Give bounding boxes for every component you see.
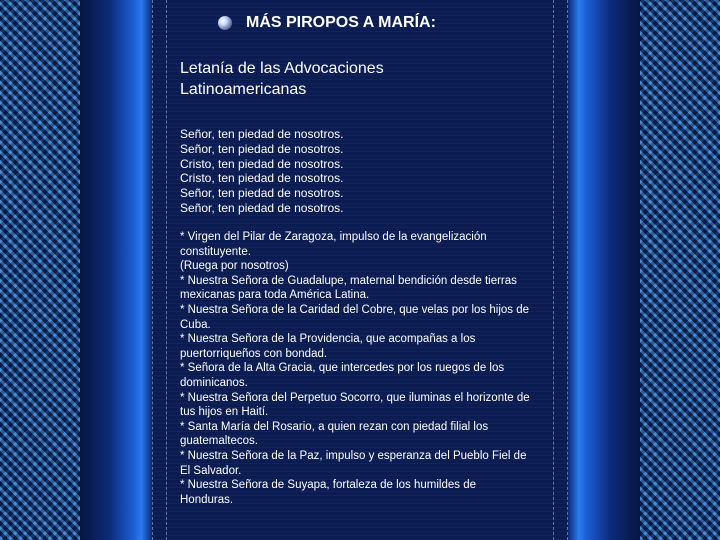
kyrie-line: Señor, ten piedad de nosotros. <box>180 127 344 141</box>
subtitle-line: Letanía de las Advocaciones <box>180 60 384 77</box>
litany-item: * Nuestra Señora de Suyapa, fortaleza de los humildes de Honduras. <box>180 479 476 506</box>
litany-item: * Nuestra Señora de la Paz, impulso y esperanza del Pueblo Fiel de El Salvador. <box>180 449 527 477</box>
subtitle <box>180 58 540 100</box>
litany-item: * Señora de la Alta Gracia, que intercedes por los ruegos de los dominicanos. <box>180 362 505 389</box>
blue-band-right <box>568 0 640 540</box>
kyrie-line: Señor, ten piedad de nosotros. <box>180 186 344 201</box>
subtitle-line: Latinoamericanas <box>180 81 307 98</box>
divider-line <box>567 0 568 540</box>
kyrie-line: Señor, ten piedad de nosotros. <box>180 200 344 215</box>
divider-line <box>166 0 167 540</box>
page-title: MÁS PIROPOS A MARÍA: <box>246 14 436 31</box>
litany-item: * Nuestra Señora de la Providencia, que acompañas a los puertorriqueños con bondad. <box>180 333 476 360</box>
litany-response: (Ruega por nosotros) <box>180 260 289 273</box>
divider-line <box>553 0 554 540</box>
litany-item: * Santa María del Rosario, a quien rezan con piedad filial los guatemaltecos. <box>180 420 489 448</box>
divider-line <box>152 0 153 540</box>
sphere-bullet-icon <box>218 16 232 30</box>
kyrie-line: Cristo, ten piedad de nosotros. <box>180 171 344 186</box>
litany-item: * Nuestra Señora del Perpetuo Socorro, que iluminas el horizonte de tus hijos en Haití. <box>180 391 530 419</box>
decorative-border-right <box>640 0 720 540</box>
litany-list <box>180 230 530 507</box>
title-row <box>218 14 436 32</box>
kyrie-line: Señor, ten piedad de nosotros. <box>180 141 344 156</box>
decorative-border-left <box>0 0 80 540</box>
litany-item: * Nuestra Señora de Guadalupe, maternal bendición desde tierras mexicanas para toda América Latina. <box>180 274 517 302</box>
kyrie-list <box>180 127 540 216</box>
litany-item: * Nuestra Señora de la Caridad del Cobre, que velas por los hijos de Cuba. <box>180 303 530 331</box>
kyrie-line: Cristo, ten piedad de nosotros. <box>180 156 344 171</box>
litany-item: * Virgen del Pilar de Zaragoza, impulso de la evangelización constituyente. <box>180 231 487 258</box>
blue-band-left <box>80 0 152 540</box>
